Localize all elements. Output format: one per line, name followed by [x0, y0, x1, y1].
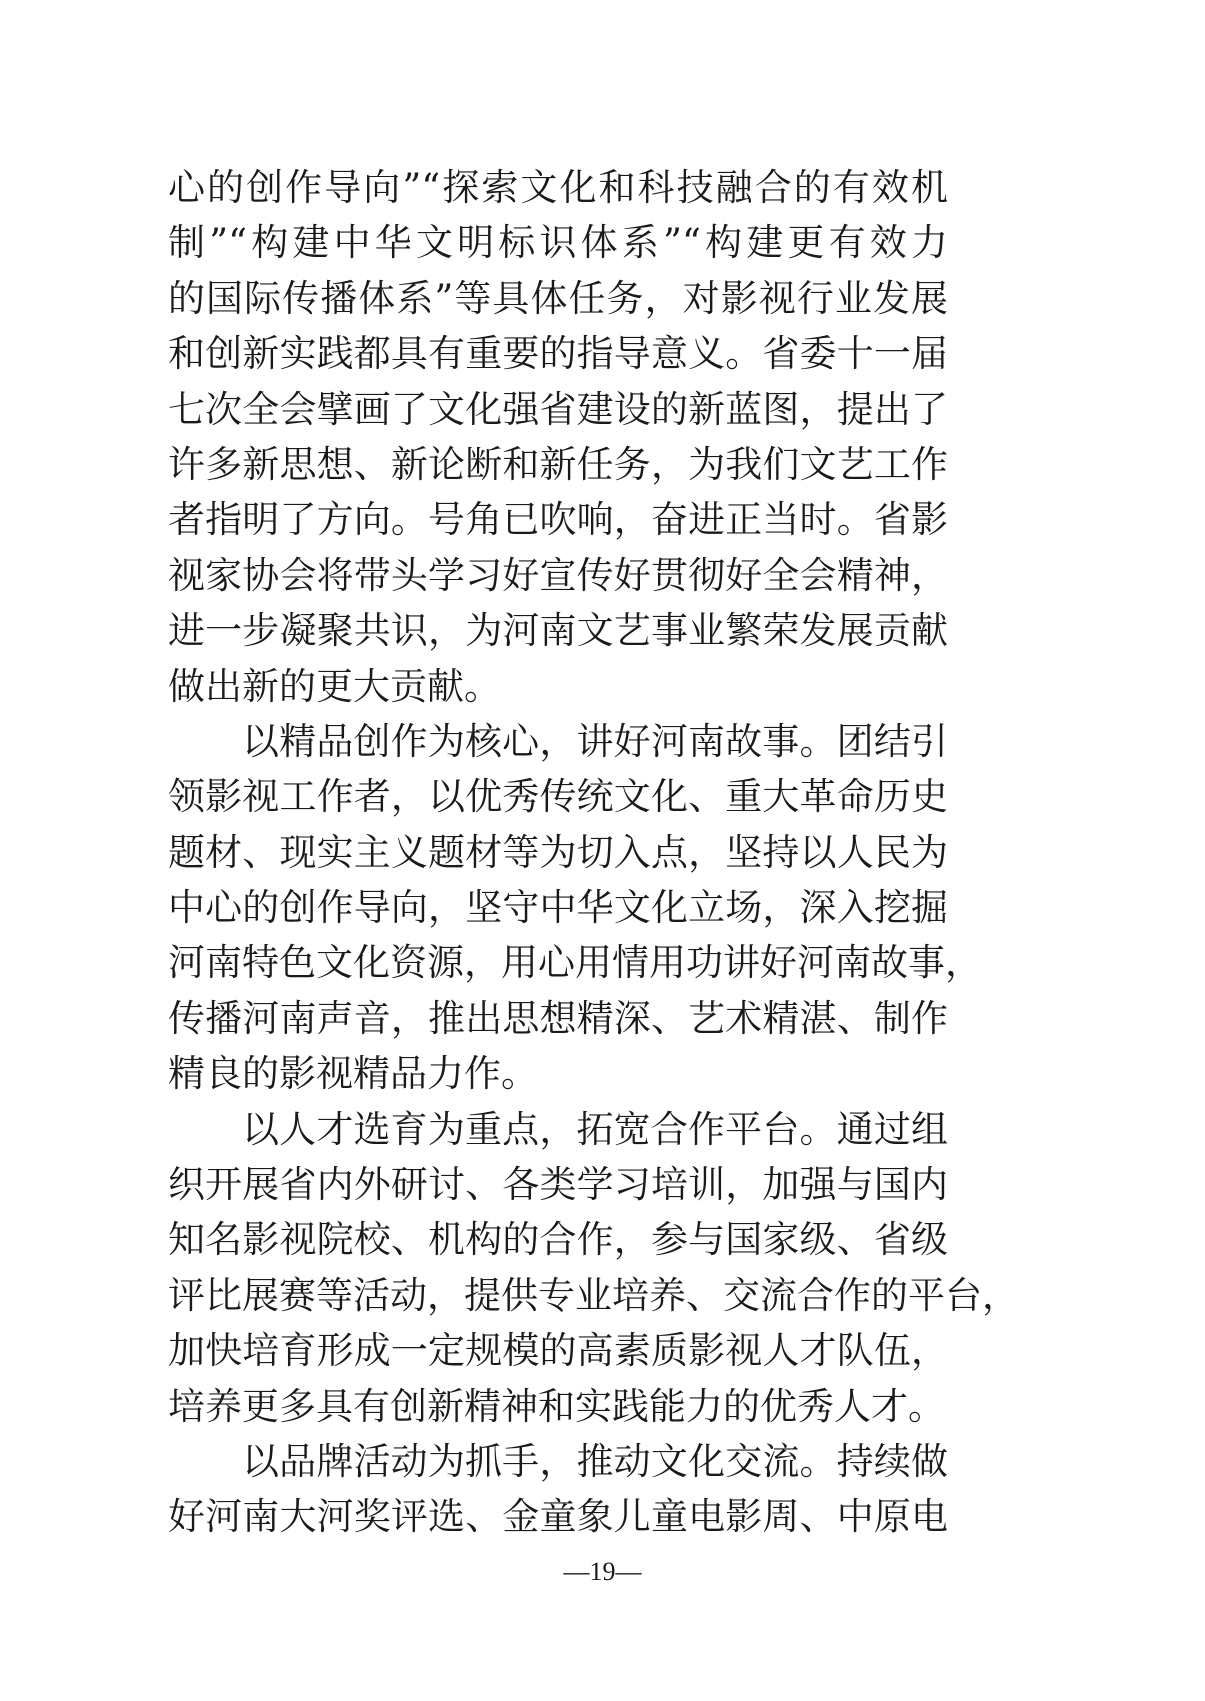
- text-line: 的国际传播体系”等具体任务，对影视行业发展: [168, 276, 948, 320]
- text-line: 者指明了方向。号角已吹响，奋进正当时。省影: [168, 498, 948, 542]
- text-line: 河南特色文化资源，用心用情用功讲好河南故事，: [168, 941, 982, 985]
- paragraph-lead-line: 以人才选育为重点，拓宽合作平台。通过组: [242, 1107, 948, 1151]
- text-line: 精良的影视精品力作。: [168, 1052, 538, 1096]
- paragraph-brand-activities: [168, 1434, 948, 1545]
- text-line: 知名影视院校、机构的合作，参与国家级、省级: [168, 1218, 948, 1262]
- text-line: 许多新思想、新论断和新任务，为我们文艺工作: [168, 442, 948, 486]
- text-line: 视家协会将带头学习好宣传好贯彻好全会精神，: [168, 553, 948, 597]
- text-line: 进一步凝聚共识，为河南文艺事业繁荣发展贡献: [168, 609, 948, 653]
- paragraph-creative-works: [168, 714, 982, 1102]
- paragraph-continuation: [168, 160, 948, 714]
- paragraph-lead-line: 以品牌活动为抓手，推动文化交流。持续做: [242, 1439, 948, 1483]
- text-line: 加快培育形成一定规模的高素质影视人才队伍，: [168, 1329, 948, 1373]
- text-line: 和创新实践都具有重要的指导意义。省委十一届: [168, 332, 948, 376]
- paragraph-lead-line: 以精品创作为核心，讲好河南故事。团结引: [242, 719, 948, 763]
- text-line: 制”“构建中华文明标识体系”“构建更有效力: [168, 221, 948, 265]
- text-line: 题材、现实主义题材等为切入点，坚持以人民为: [168, 830, 948, 874]
- text-line: 七次全会擘画了文化强省建设的新蓝图，提出了: [168, 387, 948, 431]
- text-line: 心的创作导向”“探索文化和科技融合的有效机: [168, 166, 948, 209]
- paragraph-talent-cultivation: [168, 1102, 1019, 1434]
- text-line: 领影视工作者，以优秀传统文化、重大革命历史: [168, 775, 948, 819]
- text-line: 培养更多具有创新精神和实践能力的优秀人才。: [168, 1384, 945, 1428]
- text-line: 中心的创作导向，坚守中华文化立场，深入挖掘: [168, 886, 948, 930]
- body-text: [168, 160, 1019, 1545]
- page-number: —19—: [563, 1557, 642, 1586]
- text-line: 传播河南声音，推出思想精深、艺术精湛、制作: [168, 996, 948, 1040]
- text-line: 评比展赛等活动，提供专业培养、交流合作的平台，: [168, 1273, 1019, 1317]
- text-line: 织开展省内外研讨、各类学习培训，加强与国内: [168, 1163, 948, 1207]
- text-line: 好河南大河奖评选、金童象儿童电影周、中原电: [168, 1495, 948, 1539]
- text-line: 做出新的更大贡献。: [168, 664, 501, 708]
